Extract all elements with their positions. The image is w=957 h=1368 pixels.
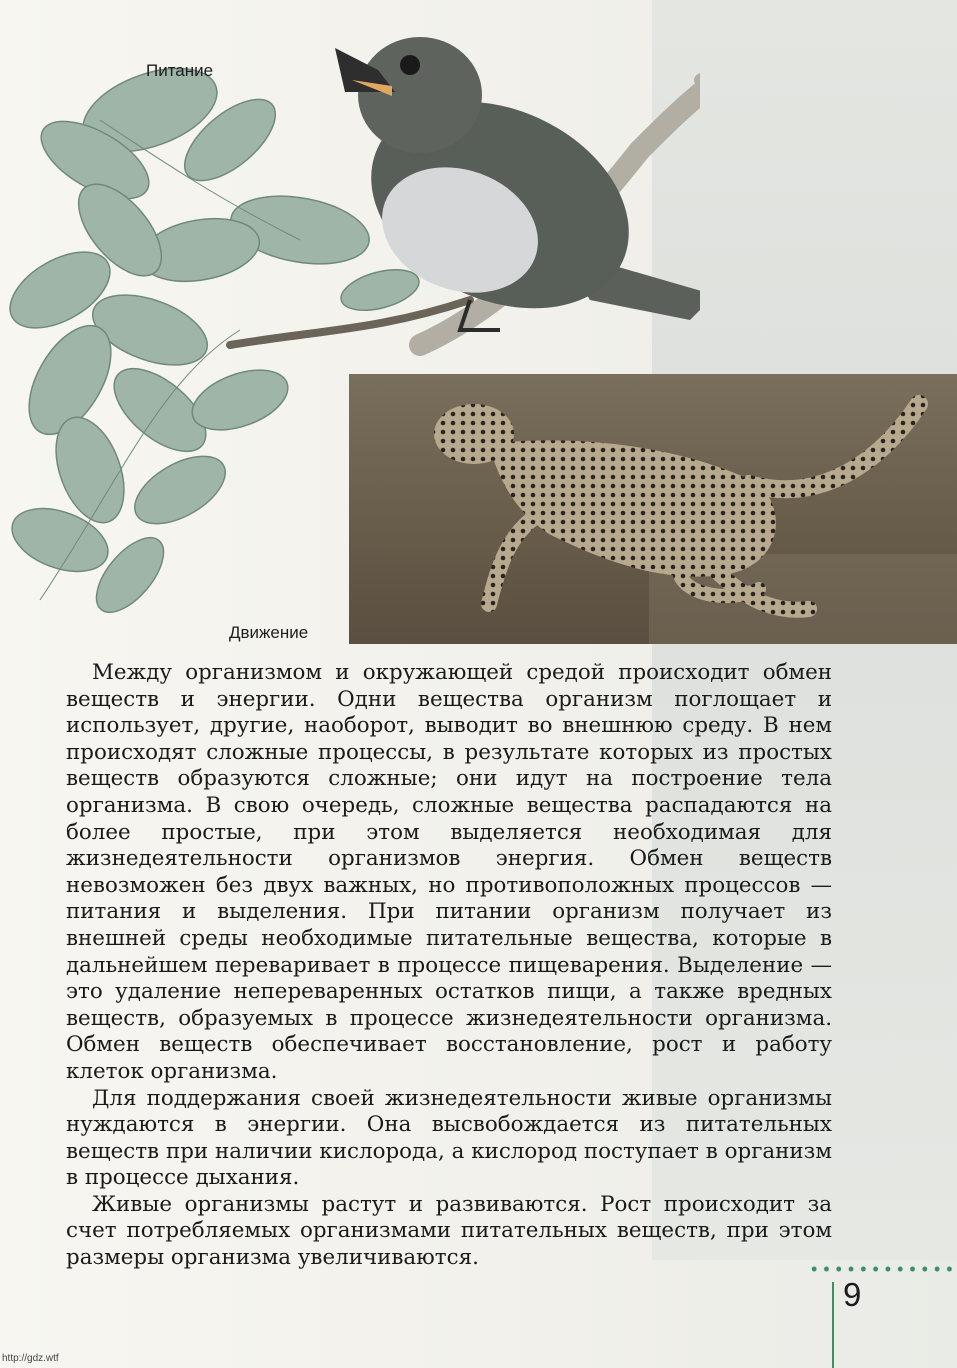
footer-vertical-rule [832, 1282, 834, 1368]
paragraph: Между организмом и окружающей средой происходит обмен веществ и энергии. Одни вещества организм поглощает и использует, другие, наоборот, выводит во внешнюю среду. В нем происходят сложные процессы, в результате которых из простых веществ образуются сложные; они идут на построение тела организма. В свою очередь, сложные вещества распадаются на более простые, при этом выделяется необходимая для жизнедеятельности организмов энергия. Обмен веществ невозможен без двух важных, но противоположных процессов — питания и выделения. При питании организм получает из внешней среды необходимые питательные вещества, которые в дальнейшем переваривает в процессе пищеварения. Выделение — это удаление непереваренных остатков пищи, а также вредных веществ, образуемых в процессе жизнедеятельности организма. Обмен веществ обеспечивает восстановление, рост и работу клеток организма. [66, 660, 832, 1084]
paragraph: Для поддержания своей жизнедеятельности живые организмы нуждаются в энергии. Она высвобождается из питательных веществ при наличии кислорода, а кислород поступает в организм в процессе дыхания. [66, 1085, 832, 1191]
caption-movement: Движение [229, 623, 309, 642]
watermark-link[interactable]: http://gdz.wtf [2, 1353, 59, 1364]
cheetah-photo [349, 374, 957, 644]
footer-dot-rule [808, 1264, 957, 1274]
caption-nutrition: Питание [146, 61, 214, 80]
page-number: 9 [843, 1276, 862, 1313]
main-text [66, 660, 832, 1272]
paragraph: Живые организмы растут и развиваются. Рост происходит за счет потребляемых организмами питательных веществ, при этом размеры организма увеличиваются. [66, 1191, 832, 1271]
